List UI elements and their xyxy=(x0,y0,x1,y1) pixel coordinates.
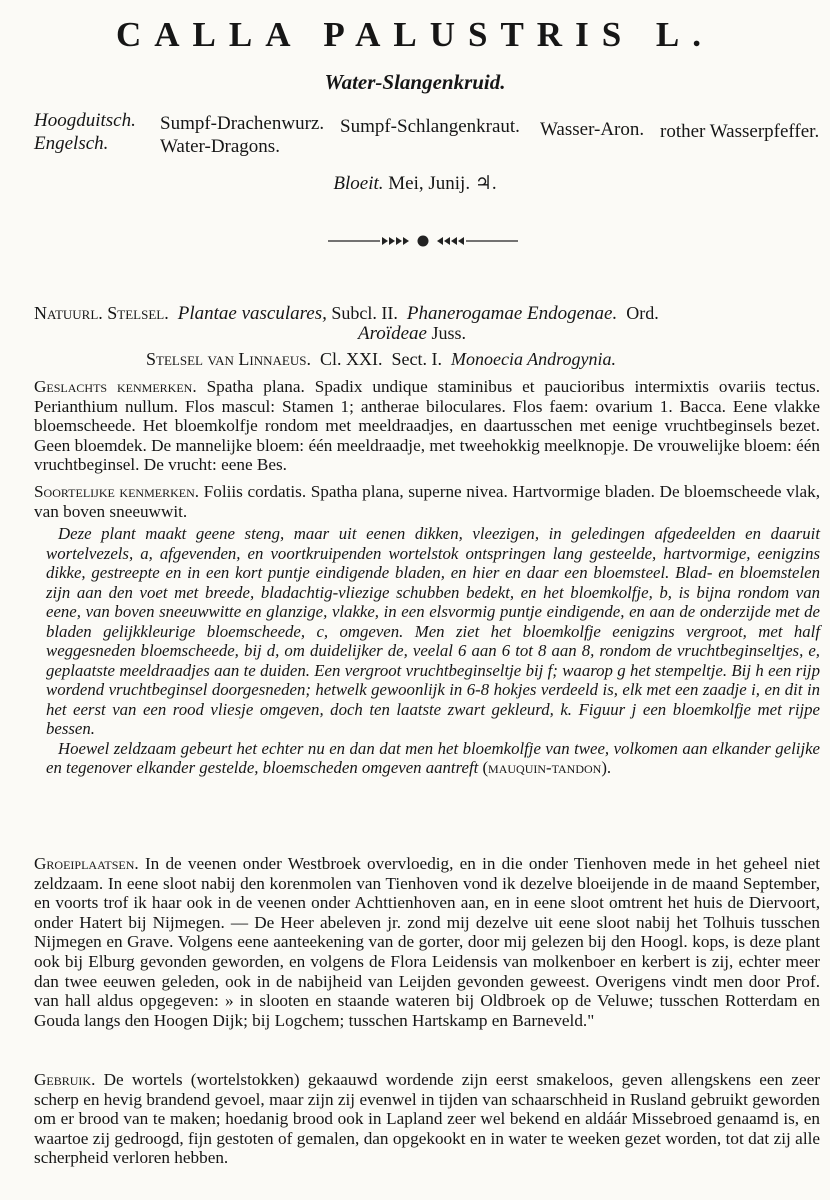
linnaeus-name: Monoecia Androgynia. xyxy=(450,349,616,369)
habitats-text: In de veenen onder Westbroek overvloedig, en in die onder Tienhoven mede in het geheel niet zeldzaam. In eene sloot nabij den korenmolen van Tienhoven vond ik dezelve bloeijende in de maand September, en voorts trof ik haar ook in de veenen onder Achttienhoven aan, en in eene sloot omtrent het huis de Diervoort, onder Hatert bij Nijmegen. — De Heer abeleven jr. zond mij dezelve uit eene sloot nabij het Tolhuis tusschen Nijmegen en Grave. Volgens eene aanteekening van de gorter, door mij gelezen bij den Hoogl. kops, is deze plant ook bij Elburg gevonden geworden, en volgens de Flora Leidensis van molkenboer en kerbert is zij, echter meer dan twee eeuwen geleden, ook in de nabijheid van Leijden gevonden geweest. Overigens vindt men door Prof. van hall aldus opgegeven: » in slooten en staande wateren bij Oldbroek op de Veluwe; tusschen Rotterdam en Gouda langs den Hoogen Dijk; bij Logchem; tusschen Hartskamp en Barneveld." xyxy=(34,854,821,1030)
description-paragraph-2 xyxy=(46,739,820,778)
plantae-text: Plantae vasculares, xyxy=(177,303,327,324)
habitats-section xyxy=(34,854,820,1030)
natural-system-line xyxy=(34,303,659,325)
species-characteristics-label: Soortelijke kenmerken. xyxy=(34,482,200,501)
flowering-label: Bloeit. xyxy=(333,173,384,194)
aroideae-text: Aroïdeae xyxy=(358,323,427,344)
linnaeus-system-line xyxy=(146,349,616,370)
phanerogamae-text: Phanerogamae Endogenae. xyxy=(406,303,618,324)
description-paragraph-1: Deze plant maakt geene steng, maar uit eenen dikken, vleezigen, in geledingen afgedeelden en daaruit wortelvezels, a, afgevenden, en voortkruipenden wortelstok ontspringen lang gesteelde, hartvormige, eenigzins dikke, gestreepte en in een kort puntje eindigende bladen, en hier en daar een bloemsteel. Blad- en bloemstelen zijn aan den voet met breede, bladachtig-vliezige schubben bedekt, en het bloemkolfje, b, is bijna rondom van eene, van boven sneeuwwitte en glanzige, vlakke, in een elsvormig puntje eindigende, en aan de onderzijde met de bladen gelijkkleurige bloemscheede, c, omgeven. Men ziet het bloemkolfje eenigzins vergroot, met half weggesneden bloemscheede, bij d, om duidelijker de, veelal 6 aan 6 tot 8 aan 8, rondom de vruchtbeginseltjes, e, geplaatste meeldraadjes aan te duiden. Een vergroot vruchtbeginseltje bij f; waarop g het stempeltje. Bij h een rijp wordend vruchtbeginsel doorgesneden; hetwelk gewoonlijk in 6-8 hokjes verdeeld is, elk met een zaadje i, en dit in het eerst van een rood vliesje omgeven, doch ten laatste zwart gekleurd, k. Figuur j een bloemkolfje met rijpe bessen. xyxy=(46,524,820,738)
species-characteristics xyxy=(34,482,820,521)
usage-label: Gebruik. xyxy=(34,1070,96,1089)
page-title: CALLA PALUSTRIS L. xyxy=(115,15,715,54)
synonym-german-4: rother Wasserpfeffer. xyxy=(660,121,820,142)
species-characteristics-text: Foliis cordatis. Spatha plana, superne nivea. Hartvormige bladen. De bloemscheede vlak, van boven sneeuwwit. xyxy=(34,482,821,521)
synonym-english-1: Water-Dragons. xyxy=(160,136,280,157)
linnaeus-class: Cl. XXI. xyxy=(319,349,383,369)
genus-characteristics xyxy=(34,377,820,475)
synonym-german-1: Sumpf-Drachenwurz. xyxy=(160,113,325,134)
dutch-name: Water-Slangenkruid. xyxy=(324,70,506,94)
plant-description xyxy=(46,524,820,778)
linnaeus-section: Sect. I. xyxy=(391,349,442,369)
ornament-divider xyxy=(328,233,518,249)
natural-system-label: Natuurl. Stelsel. xyxy=(34,303,169,323)
order-label: Ord. xyxy=(626,303,659,323)
synonym-lang-english: Engelsch. xyxy=(34,133,109,154)
flowering-line xyxy=(0,172,830,195)
synonym-german-2: Sumpf-Schlangenkraut. xyxy=(340,116,520,137)
usage-section xyxy=(34,1070,820,1168)
description-citation: (mauquin-tandon). xyxy=(482,758,612,777)
natural-system-line-2 xyxy=(358,323,466,345)
subclass-text: Subcl. II. xyxy=(331,303,398,323)
linnaeus-label: Stelsel van Linnaeus. xyxy=(146,349,311,369)
perennial-symbol: ♃. xyxy=(474,173,497,194)
genus-characteristics-label: Geslachts kenmerken. xyxy=(34,377,197,396)
habitats-label: Groeiplaatsen. xyxy=(34,854,139,873)
jussieu-text: Juss. xyxy=(431,323,466,343)
description-paragraph-2-text: Hoewel zeldzaam gebeurt het echter nu en dan dat men het bloemkolfje van twee, volkomen aan elkander gelijke en tegenover elkander gestelde, bloemscheden omgeven aantreft xyxy=(46,738,820,777)
synonym-lang-german: Hoogduitsch. xyxy=(34,110,136,131)
synonym-german-3: Wasser-Aron. xyxy=(540,119,645,140)
flowering-months: Mei, Junij. xyxy=(388,173,471,194)
usage-text: De wortels (wortelstokken) gekaauwd wordende zijn eerst smakeloos, geven allengskens een zeer scherp en hevig brandend gevoel, maar zijn zij evenwel in tijden van schaarschheid in Rusland gebruikt geworden om er brood van te maken; hoedanig brood ook in Lapland zeer wel bekend en aldáár Missebroed genaamd is, en waartoe zij gedroogd, fijn gestoten of gemalen, dan opgekookt en in water te weeken gezet worden, tot dat zij alle scherpheid verloren hebben. xyxy=(34,1070,820,1168)
genus-characteristics-text: Spatha plana. Spadix undique staminibus et paucioribus intermixtis ovariis tectus. Perianthium nullum. Flos mascul: Stamen 1; antherae biloculares. Flos faem: ovarium 1. Bacca. Eene vlakke bloemscheede. Het bloemkolfje rondom met meeldraadjes, en daartusschen met eenige vruchtbeginsels bezet. Geen bloemdek. De mannelijke bloem: één meeldraadje, met tweehokkig meelknopje. De vrouwelijke bloem: één vruchtbeginsel. De vrucht: eene Bes. xyxy=(34,377,820,475)
ornament-text: ——▸▸▸▸❋◂◂◂◂—— xyxy=(328,233,337,234)
